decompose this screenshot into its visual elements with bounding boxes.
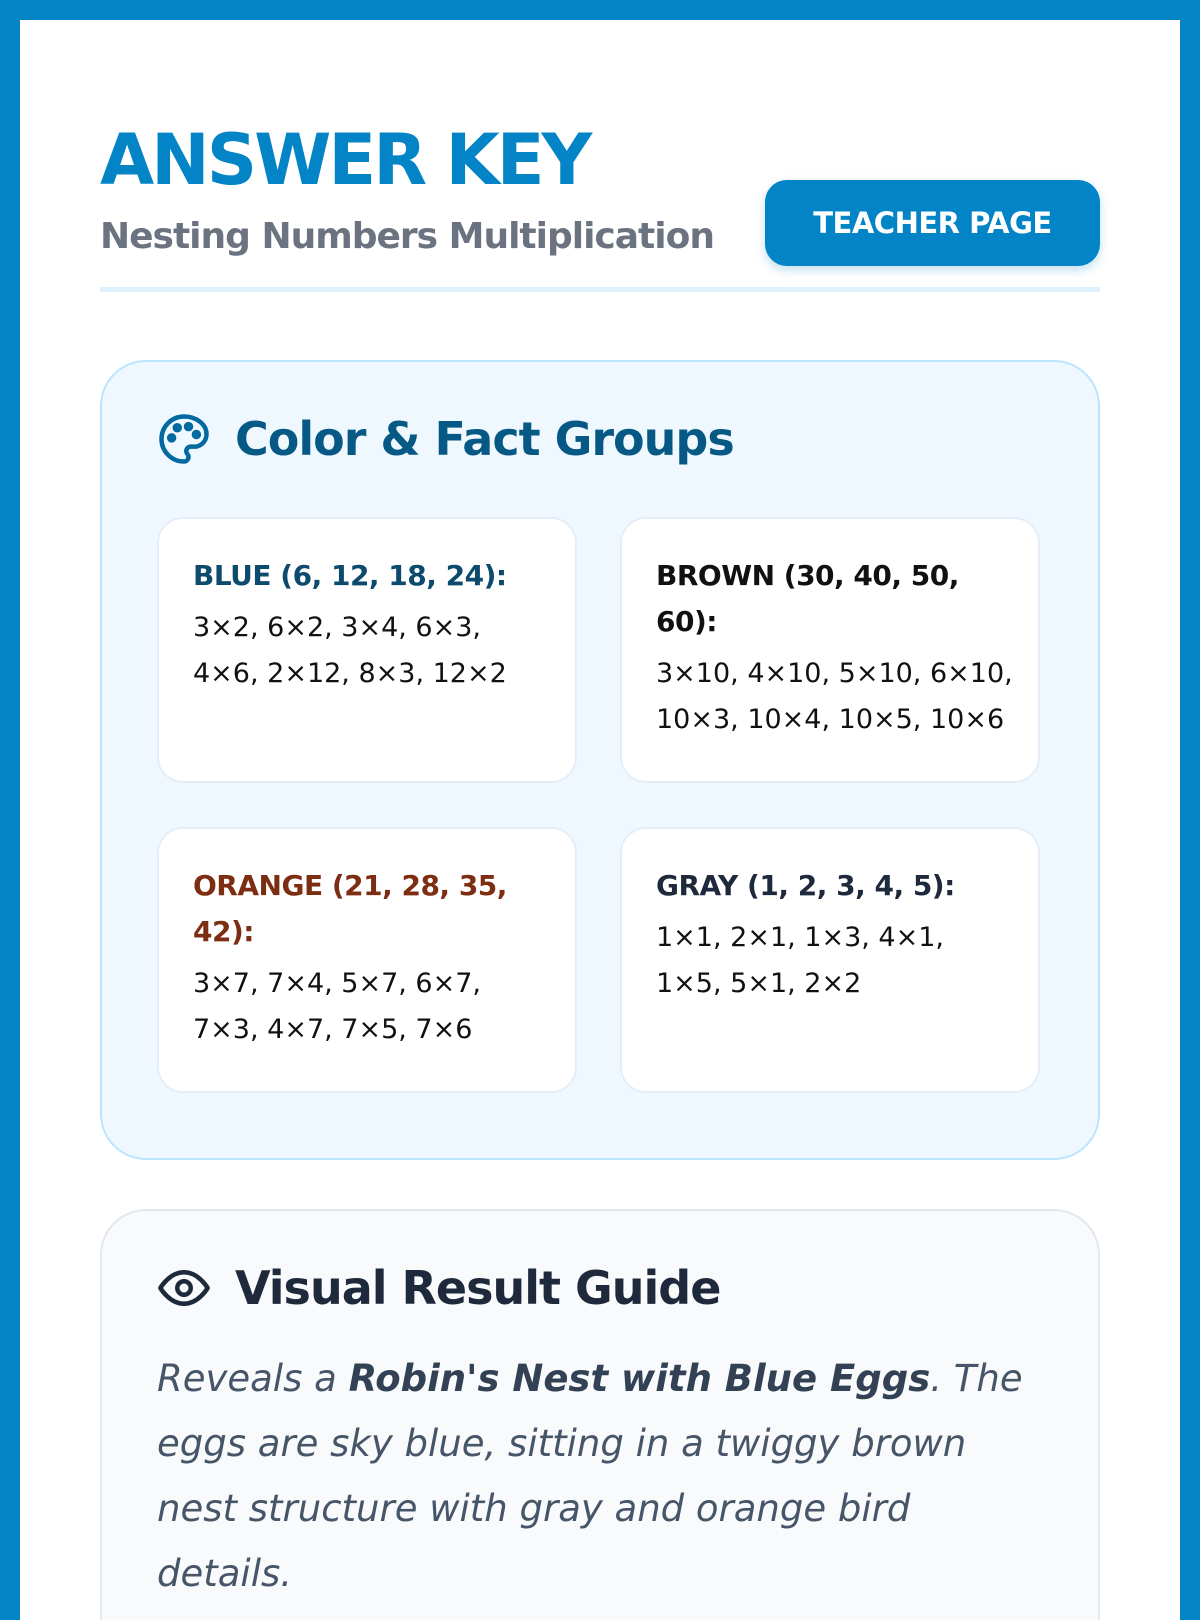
fact-group-gray — [620, 827, 1040, 1093]
teacher-page-badge: TEACHER PAGE — [765, 180, 1100, 266]
visual-result-description — [157, 1346, 1027, 1606]
fact-group-title: BLUE (6, 12, 18, 24): — [193, 559, 507, 592]
palette-icon — [157, 412, 211, 466]
color-fact-groups-heading — [157, 412, 734, 466]
description-text: Reveals a — [157, 1357, 349, 1400]
answer-key-sheet — [20, 20, 1180, 1620]
header-divider — [100, 287, 1100, 292]
eye-icon — [157, 1261, 211, 1315]
fact-group-facts: 3×10, 4×10, 5×10, 6×10, 10×3, 10×4, 10×5, 10×6 — [656, 658, 1013, 735]
page-header — [100, 120, 1100, 300]
fact-group-brown — [620, 517, 1040, 783]
fact-group-title: BROWN (30, 40, 50, 60): — [656, 559, 959, 638]
fact-group-title: ORANGE (21, 28, 35, 42): — [193, 869, 507, 948]
fact-group-orange — [157, 827, 577, 1093]
section-heading: Visual Result Guide — [235, 1261, 721, 1315]
fact-group-facts: 3×7, 7×4, 5×7, 6×7, 7×3, 4×7, 7×5, 7×6 — [193, 968, 481, 1045]
visual-result-guide-card — [100, 1209, 1100, 1620]
visual-result-guide-heading — [157, 1261, 720, 1315]
page-title: ANSWER KEY — [100, 119, 590, 201]
fact-group-facts: 3×2, 6×2, 3×4, 6×3, 4×6, 2×12, 8×3, 12×2 — [193, 612, 507, 689]
section-heading: Color & Fact Groups — [235, 412, 734, 466]
fact-group-blue — [157, 517, 577, 783]
color-fact-groups-card — [100, 360, 1100, 1160]
page-subtitle: Nesting Numbers Multiplication — [100, 216, 714, 257]
fact-group-title: GRAY (1, 2, 3, 4, 5): — [656, 869, 955, 902]
fact-group-facts: 1×1, 2×1, 1×3, 4×1, 1×5, 5×1, 2×2 — [656, 922, 944, 999]
description-highlight: Robin's Nest with Blue Eggs — [348, 1357, 931, 1400]
description-text: . The eggs are sky blue, sitting in a twiggy brown nest structure with gray and orange bird details. — [157, 1357, 1023, 1595]
